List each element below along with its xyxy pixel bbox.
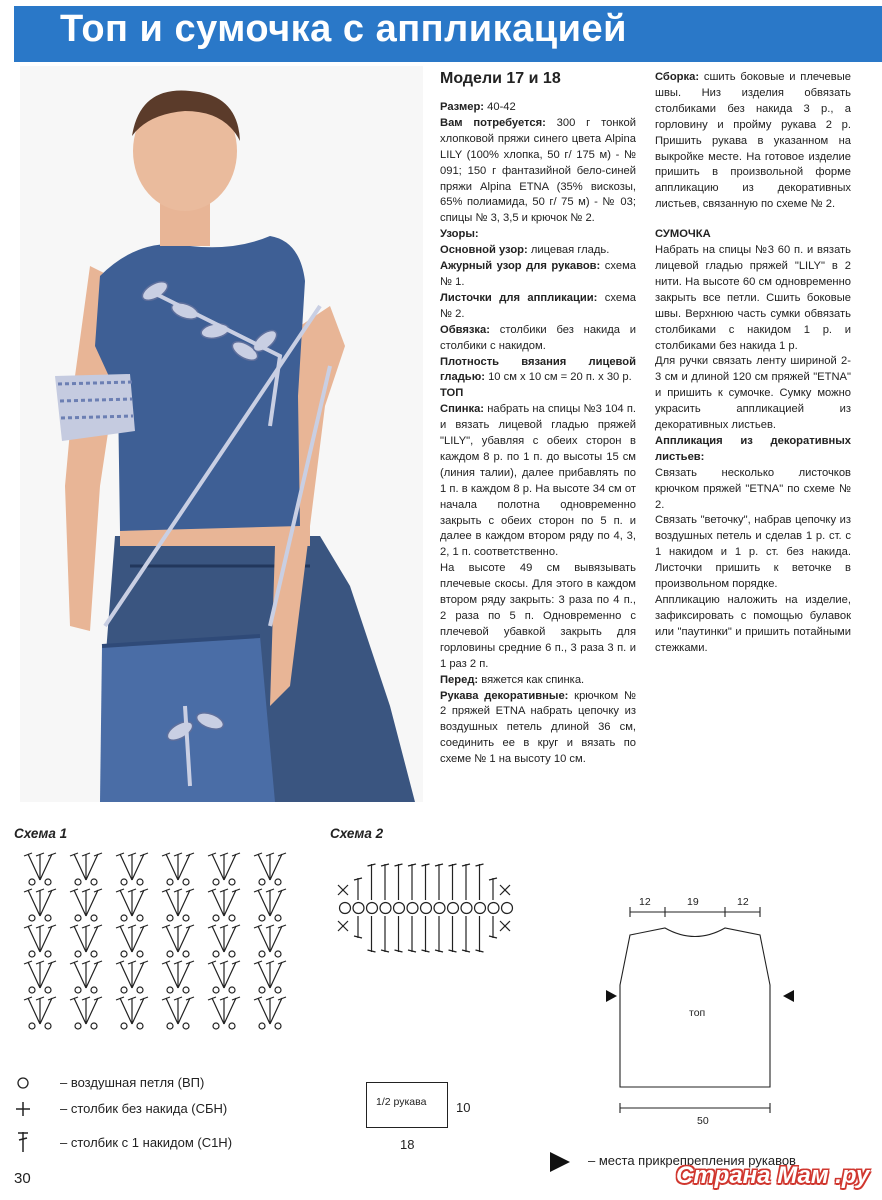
paragraph-heading: Вам потребуется:: [440, 116, 546, 129]
paragraph-text: Связать несколько листочков крючком пряжей "ETNA" по схеме № 2.: [655, 466, 851, 511]
dim-left: 12: [639, 896, 651, 908]
paragraph-heading: Сборка:: [655, 71, 700, 83]
sleeve-attach-marker-left: [606, 990, 617, 1002]
page-number: 30: [14, 1170, 31, 1187]
paragraph-heading: Спинка:: [440, 403, 485, 416]
paragraph: [440, 100, 636, 116]
paragraph: [440, 259, 636, 291]
paragraph-text: сшить боковые и плечевые швы. Низ изделия обвязать столбиками без накида 3 р., а горловину и пройму рукава 2 р. Пришить рукава в указанном на выкройке месте. На готовое изделие пришить в произвольной форме аппликацию из декоративных листьев, связанную по схеме № 2.: [655, 71, 851, 211]
paragraph-heading: СУМОЧКА: [655, 228, 711, 241]
dim-right: 12: [737, 896, 749, 908]
attach-note: – места прикрепрепления рукавов: [588, 1153, 796, 1168]
paragraph-heading: Размер:: [440, 101, 485, 113]
paragraph-text: 300 г тонкой хлопковой пряжи синего цвета Alpina LILY (100% хлопка, 50 г/ 175 м) - № 091; 150 г фантазийной бело-синей пряжи Alpina ETNA (35% вискозы, 65% полиамида, 50 г/ 75 м) - № 03; спицы № 3, 3,5 и крючок № 2.: [440, 116, 636, 225]
legend-dc: – столбик с 1 накидом (С1Н): [60, 1135, 233, 1150]
paragraph-heading: Перед:: [440, 673, 479, 686]
pattern-label: топ: [689, 1007, 706, 1019]
paragraph-heading: Узоры:: [440, 228, 479, 241]
chain-symbol-icon: [18, 1078, 28, 1088]
top-pattern-diagram: [600, 890, 800, 1120]
paragraph-text: На высоте 49 см вывязывать плечевые скосы. Для этого в каждом втором ряду закрыть: 3 раза по 4 п., 2 раза по 5 п. Одновременно с плечевой убавкой закрыть для горловины средние 6 п., 3 раза 3 п. и 1 раз 2 п.: [440, 562, 636, 670]
paragraph: [440, 227, 636, 243]
page-title: Топ и сумочка с аппликацией: [60, 8, 627, 50]
paragraph-text: Набрать на спицы №3 60 п. и вязать лицевой гладью пряжей "LILY" в 2 нити. На высоте 60 см одновременно закрыть все петли. Сшить боковые швы. Верхнюю часть сумки обвязать столбиками с накидом 1 р. и столбиками без накида 1 р.: [655, 244, 851, 352]
paragraph-heading: Рукава декоративные:: [440, 689, 569, 702]
instructions-column-2: [655, 70, 851, 657]
attach-marker-icon: [548, 1150, 572, 1174]
paragraph: [440, 386, 636, 402]
paragraph: [440, 689, 636, 769]
model-photo: [20, 66, 423, 802]
dc-symbol-icon: [18, 1132, 28, 1152]
paragraph: [440, 402, 636, 561]
paragraph-heading: Аппликация из декоративных листьев:: [655, 434, 851, 463]
sleeve-attach-marker-right: [783, 990, 794, 1002]
paragraph-text: Для ручки связать ленту шириной 2-3 см и длиной 120 см пряжей "ETNA" и пришить к сумочке. Сумку можно украсить аппликацией из декоративных листьев.: [655, 355, 851, 432]
paragraph: [655, 434, 851, 466]
paragraph-heading: ТОП: [440, 387, 464, 400]
instructions-column-1: [440, 100, 636, 768]
paragraph-text: столбики без накида и столбики с накидом.: [440, 323, 636, 352]
paragraph-text: схема № 2.: [440, 291, 636, 320]
paragraph-text: крючком № 2 пряжей ETNA набрать цепочку из воздушных петель длиной 36 см, соединить ее в круг и вязать по схеме № 1 на высоту 10 см.: [440, 689, 636, 766]
paragraph-text: вяжется как спинка.: [478, 673, 585, 686]
paragraph-heading: Листочки для аппликации:: [440, 291, 598, 304]
models-title: Модели 17 и 18: [440, 70, 561, 87]
paragraph: [440, 323, 636, 355]
paragraph: [655, 513, 851, 593]
legend-sc: – столбик без накида (СБН): [60, 1101, 228, 1116]
sleeve-width: 18: [400, 1137, 415, 1152]
schema-2-diagram: [335, 855, 525, 965]
schema-2-title: Схема 2: [330, 826, 384, 841]
paragraph-heading: Обвязка:: [440, 323, 490, 336]
paragraph-text: 10 см х 10 см = 20 п. х 30 р.: [484, 371, 632, 384]
paragraph-text: 40-42: [484, 101, 516, 113]
schema-1-diagram: [18, 850, 300, 1045]
paragraph: [655, 593, 851, 657]
paragraph-heading: Основной узор:: [440, 244, 528, 257]
paragraph: [440, 116, 636, 227]
paragraph: [655, 227, 851, 243]
paragraph-text: схема № 1.: [440, 260, 637, 288]
legend-symbols: [14, 1072, 40, 1156]
site-watermark: Страна Мам .ру: [676, 1162, 870, 1189]
paragraph-text: Связать "веточку", набрав цепочку из воздушных петель и сделав 1 р. ст. с 1 накидом и 1 р. ст. без накида. Листочки пришить к веточке в произвольном порядке.: [655, 514, 851, 591]
dim-mid: 19: [687, 896, 699, 908]
paragraph: [655, 243, 851, 354]
paragraph-heading: Ажурный узор для рукавов:: [440, 260, 601, 273]
paragraph: [655, 354, 851, 434]
paragraph-text: лицевая гладь.: [527, 244, 610, 257]
paragraph: [440, 243, 636, 259]
sleeve-label: 1/2 рукава: [376, 1096, 427, 1108]
paragraph: [655, 70, 851, 213]
schema-1-title: Схема 1: [14, 826, 68, 841]
paragraph: [440, 561, 636, 672]
paragraph: [440, 673, 636, 689]
dim-bottom: 50: [697, 1115, 709, 1127]
paragraph: [440, 291, 636, 323]
paragraph: [440, 355, 636, 387]
paragraph: [655, 466, 851, 514]
sc-symbol-icon: [16, 1102, 30, 1116]
paragraph-heading: Плотность вязания лицевой гладью:: [440, 355, 636, 384]
legend-chain: – воздушная петля (ВП): [60, 1075, 205, 1090]
sleeve-height: 10: [456, 1100, 471, 1115]
paragraph-text: Аппликацию наложить на изделие, зафиксировать с помощью булавок или "паутинки" и пришить потайными стежками.: [655, 594, 851, 654]
paragraph-text: набрать на спицы №3 104 п. и вязать лицевой гладью пряжей "LILY", убавляя с обеих сторон в каждом 8 р. по 1 п. до высоты 15 см (линия талии), далее прибавлять по 1 п. в каждом 8 р. На высоте 34 см от начала полотна одновременно закрыть с обеих сторон по 5 п. и далее в каждом втором ряду по 4, 3, 2, 1 п. соответственно.: [440, 403, 636, 559]
